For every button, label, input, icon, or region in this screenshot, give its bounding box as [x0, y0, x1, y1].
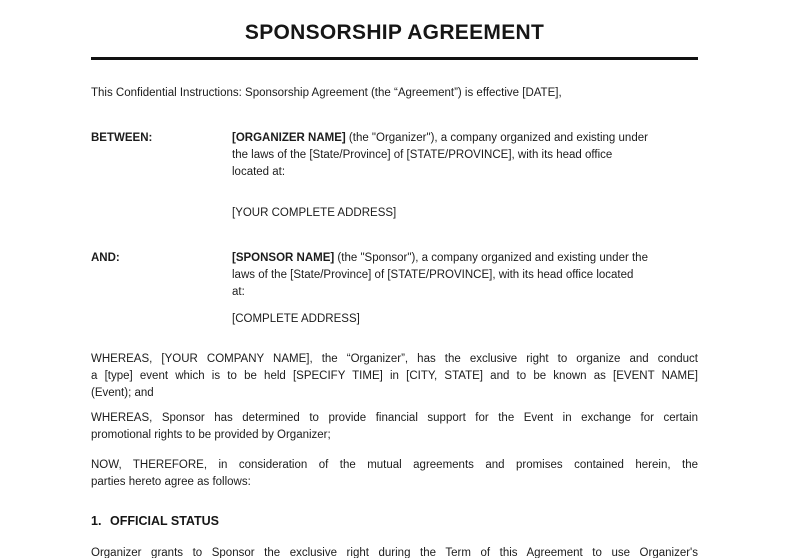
- and-block: [91, 250, 698, 301]
- recital-paragraph-1: [91, 351, 698, 402]
- intro-paragraph: This Confidential Instructions: Sponsorship Agreement (the “Agreement”) is effective [DATE],: [91, 87, 562, 99]
- section-1-number: 1.: [91, 514, 102, 528]
- between-body-line: [ORGANIZER NAME] (the "Organizer"), a company organized and existing under: [232, 132, 648, 144]
- between-label: BETWEEN:: [91, 132, 153, 144]
- recital-paragraph-2: [91, 410, 698, 444]
- sponsor-name-placeholder: [SPONSOR NAME]: [232, 252, 335, 264]
- now-therefore-line: NOW, THEREFORE, in consideration of the mutual agreements and promises contained herein, the: [91, 459, 698, 471]
- recital-line: promotional rights to be provided by Organizer;: [91, 429, 331, 441]
- recital-line: a [type] event which is to be held [SPECIFY TIME] in [CITY, STATE] and to be known as [EVENT NAME]: [91, 370, 698, 382]
- between-block: [91, 130, 698, 181]
- organizer-name-placeholder: [ORGANIZER NAME]: [232, 132, 346, 144]
- recital-line: (Event); and: [91, 387, 154, 399]
- between-body: [232, 130, 698, 181]
- section-1-heading: [91, 513, 698, 529]
- section-1-body-line: Organizer grants to Sponsor the exclusive right during the Term of this Agreement to use Organizer's: [91, 547, 698, 558]
- recital-line: WHEREAS, Sponsor has determined to provide financial support for the Event in exchange for certain: [91, 412, 698, 424]
- now-therefore-paragraph: [91, 457, 698, 491]
- section-1-title: OFFICIAL STATUS: [110, 514, 220, 528]
- document-title: SPONSORSHIP AGREEMENT: [244, 21, 545, 44]
- and-body-line: [SPONSOR NAME] (the "Sponsor"), a company organized and existing under the: [232, 252, 648, 264]
- and-body: [232, 250, 698, 301]
- sponsor-address-placeholder: [COMPLETE ADDRESS]: [232, 313, 360, 325]
- now-therefore-line: parties hereto agree as follows:: [91, 476, 251, 488]
- title-rule: [91, 57, 698, 60]
- recital-line: WHEREAS, [YOUR COMPANY NAME], the “Organizer”, has the exclusive right to organize and conduct: [91, 353, 698, 365]
- and-body-line: at:: [232, 286, 245, 298]
- organizer-address-placeholder: [YOUR COMPLETE ADDRESS]: [232, 207, 397, 219]
- and-body-line: laws of the [State/Province] of [STATE/PROVINCE], with its head office located: [232, 269, 634, 281]
- between-body-line: located at:: [232, 166, 286, 178]
- and-label: AND:: [91, 252, 120, 264]
- between-body-line: the laws of the [State/Province] of [STATE/PROVINCE], with its head office: [232, 149, 613, 161]
